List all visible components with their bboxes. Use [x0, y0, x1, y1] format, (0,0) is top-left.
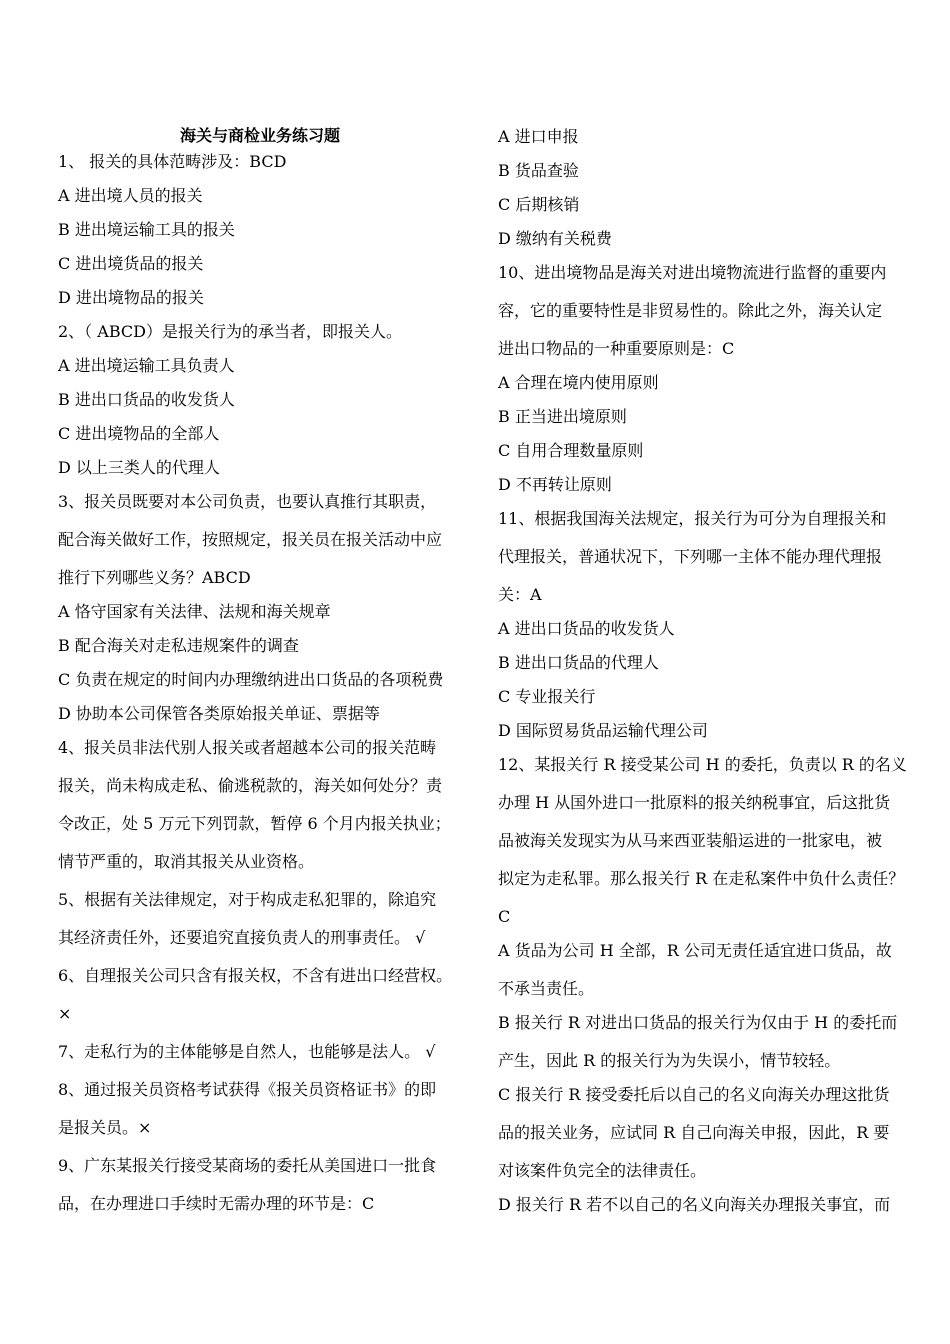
text-line: A 合理在境内使用原则: [498, 373, 659, 392]
text-line: A 进口申报: [498, 127, 579, 146]
text-line: 10、进出境物品是海关对进出境物流进行监督的重要内: [498, 263, 887, 282]
left-column: [58, 150, 478, 1226]
right-column: [498, 125, 918, 1227]
text-line: 进出口物品的一种重要原则是：C: [498, 339, 735, 358]
text-line: 1、 报关的具体范畴涉及：BCD: [58, 152, 287, 171]
text-line: A 进出境运输工具负责人: [58, 356, 235, 375]
text-line: D 不再转让原则: [498, 475, 612, 494]
text-line: B 正当进出境原则: [498, 407, 627, 426]
text-line: 对该案件负完全的法律责任。: [498, 1161, 707, 1180]
text-line: 令改正，处 5 万元下列罚款，暂停 6 个月内报关执业；: [58, 814, 451, 833]
text-line: B 货品查验: [498, 161, 579, 180]
text-line: 容，它的重要特性是非贸易性的。除此之外，海关认定: [498, 301, 883, 320]
document-title: 海关与商检业务练习题: [179, 126, 340, 145]
text-line: D 以上三类人的代理人: [58, 458, 220, 477]
text-line: C 进出境物品的全部人: [58, 424, 220, 443]
text-line: 11、根据我国海关法规定，报关行为可分为自理报关和: [498, 509, 887, 528]
text-line: 情节严重的，取消其报关从业资格。: [58, 852, 315, 871]
text-line: 3、报关员既要对本公司负责，也要认真推行其职责，: [58, 492, 437, 511]
text-line: A 恪守国家有关法律、法规和海关规章: [58, 602, 331, 621]
text-line: 5、根据有关法律规定，对于构成走私犯罪的，除追究: [58, 890, 437, 909]
text-line: 其经济责任外，还要追究直接负责人的刑事责任。 √: [58, 928, 426, 947]
text-line: 产生，因此 R 的报关行为为失误小，情节较轻。: [498, 1051, 841, 1070]
text-line: 6、自理报关公司只含有报关权，不含有进出口经营权。: [58, 966, 453, 985]
text-line: 品的报关业务，应试同 R 自己向海关申报，因此，R 要: [498, 1123, 890, 1142]
text-line: C: [498, 907, 511, 926]
text-line: D 报关行 R 若不以自己的名义向海关办理报关事宜，而: [498, 1195, 891, 1214]
text-line: 是报关员。×: [58, 1118, 152, 1137]
text-line: C 自用合理数量原则: [498, 441, 644, 460]
text-line: 品，在办理进口手续时无需办理的环节是：C: [58, 1194, 375, 1213]
text-line: 推行下列哪些义务？ABCD: [58, 568, 251, 587]
text-line: 报关，尚未构成走私、偷逃税款的，海关如何处分？责: [58, 776, 443, 795]
text-line: C 专业报关行: [498, 687, 596, 706]
text-line: ×: [58, 1004, 72, 1023]
text-line: C 进出境货品的报关: [58, 254, 204, 273]
text-line: D 进出境物品的报关: [58, 288, 204, 307]
text-line: 4、报关员非法代别人报关或者超越本公司的报关范畴: [58, 738, 437, 757]
text-line: 2、（ ABCD）是报关行为的承当者，即报关人。: [58, 322, 402, 341]
text-line: 12、某报关行 R 接受某公司 H 的委托，负责以 R 的名义: [498, 755, 907, 774]
text-line: A 进出口货品的收发货人: [498, 619, 675, 638]
text-line: D 协助本公司保管各类原始报关单证、票据等: [58, 704, 380, 723]
text-line: C 后期核销: [498, 195, 580, 214]
text-line: 品被海关发现实为从马来西亚装船运进的一批家电，被: [498, 831, 883, 850]
text-line: D 国际贸易货品运输代理公司: [498, 721, 708, 740]
text-line: C 负责在规定的时间内办理缴纳进出口货品的各项税费: [58, 670, 444, 689]
text-line: 代理报关，普通状况下，下列哪一主体不能办理代理报: [498, 547, 883, 566]
text-line: B 进出口货品的收发货人: [58, 390, 235, 409]
text-line: B 配合海关对走私违规案件的调查: [58, 636, 299, 655]
text-line: 8、通过报关员资格考试获得《报关员资格证书》的即: [58, 1080, 437, 1099]
text-line: B 报关行 R 对进出口货品的报关行为仅由于 H 的委托而: [498, 1013, 898, 1032]
text-line: A 货品为公司 H 全部，R 公司无责任适宜进口货品，故: [498, 941, 892, 960]
text-line: B 进出境运输工具的报关: [58, 220, 235, 239]
text-line: D 缴纳有关税费: [498, 229, 612, 248]
text-line: 关：A: [498, 585, 542, 604]
text-line: 拟定为走私罪。那么报关行 R 在走私案件中负什么责任？: [498, 869, 905, 888]
text-line: 7、走私行为的主体能够是自然人，也能够是法人。 √: [58, 1042, 436, 1061]
text-line: 办理 H 从国外进口一批原料的报关纳税事宜，后这批货: [498, 793, 891, 812]
text-line: A 进出境人员的报关: [58, 186, 203, 205]
text-line: B 进出口货品的代理人: [498, 653, 659, 672]
text-line: 不承当责任。: [498, 979, 595, 998]
text-line: 配合海关做好工作，按照规定，报关员在报关活动中应: [58, 530, 443, 549]
text-line: 9、广东某报关行接受某商场的委托从美国进口一批食: [58, 1156, 437, 1175]
text-line: C 报关行 R 接受委托后以自己的名义向海关办理这批货: [498, 1085, 890, 1104]
